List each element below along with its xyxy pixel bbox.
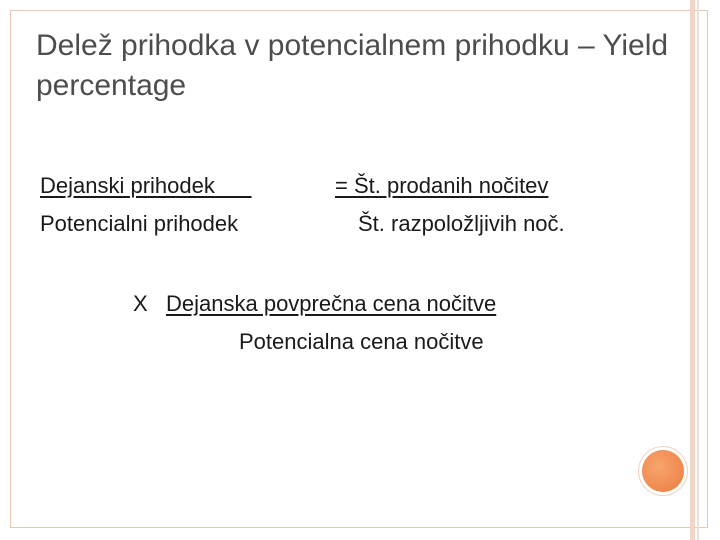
numerator-right: = Št. prodanih nočitev xyxy=(335,173,549,198)
numerator-left: Dejanski prihodek xyxy=(40,173,215,198)
decorative-circle xyxy=(642,450,684,492)
price-numerator: Dejanska povprečna cena nočitve xyxy=(166,291,497,316)
multiply-sign: X xyxy=(133,291,148,316)
denominator-left: Potencialni prihodek xyxy=(40,211,239,236)
decorative-rule-inner xyxy=(697,0,699,540)
decorative-rule xyxy=(690,0,695,540)
price-denominator: Potencialna cena nočitve xyxy=(239,329,484,354)
slide-title: Delež prihodka v potencialnem prihodku – Yield percentage xyxy=(36,29,669,102)
denominator-right: Št. razpoložljivih noč. xyxy=(358,211,565,236)
